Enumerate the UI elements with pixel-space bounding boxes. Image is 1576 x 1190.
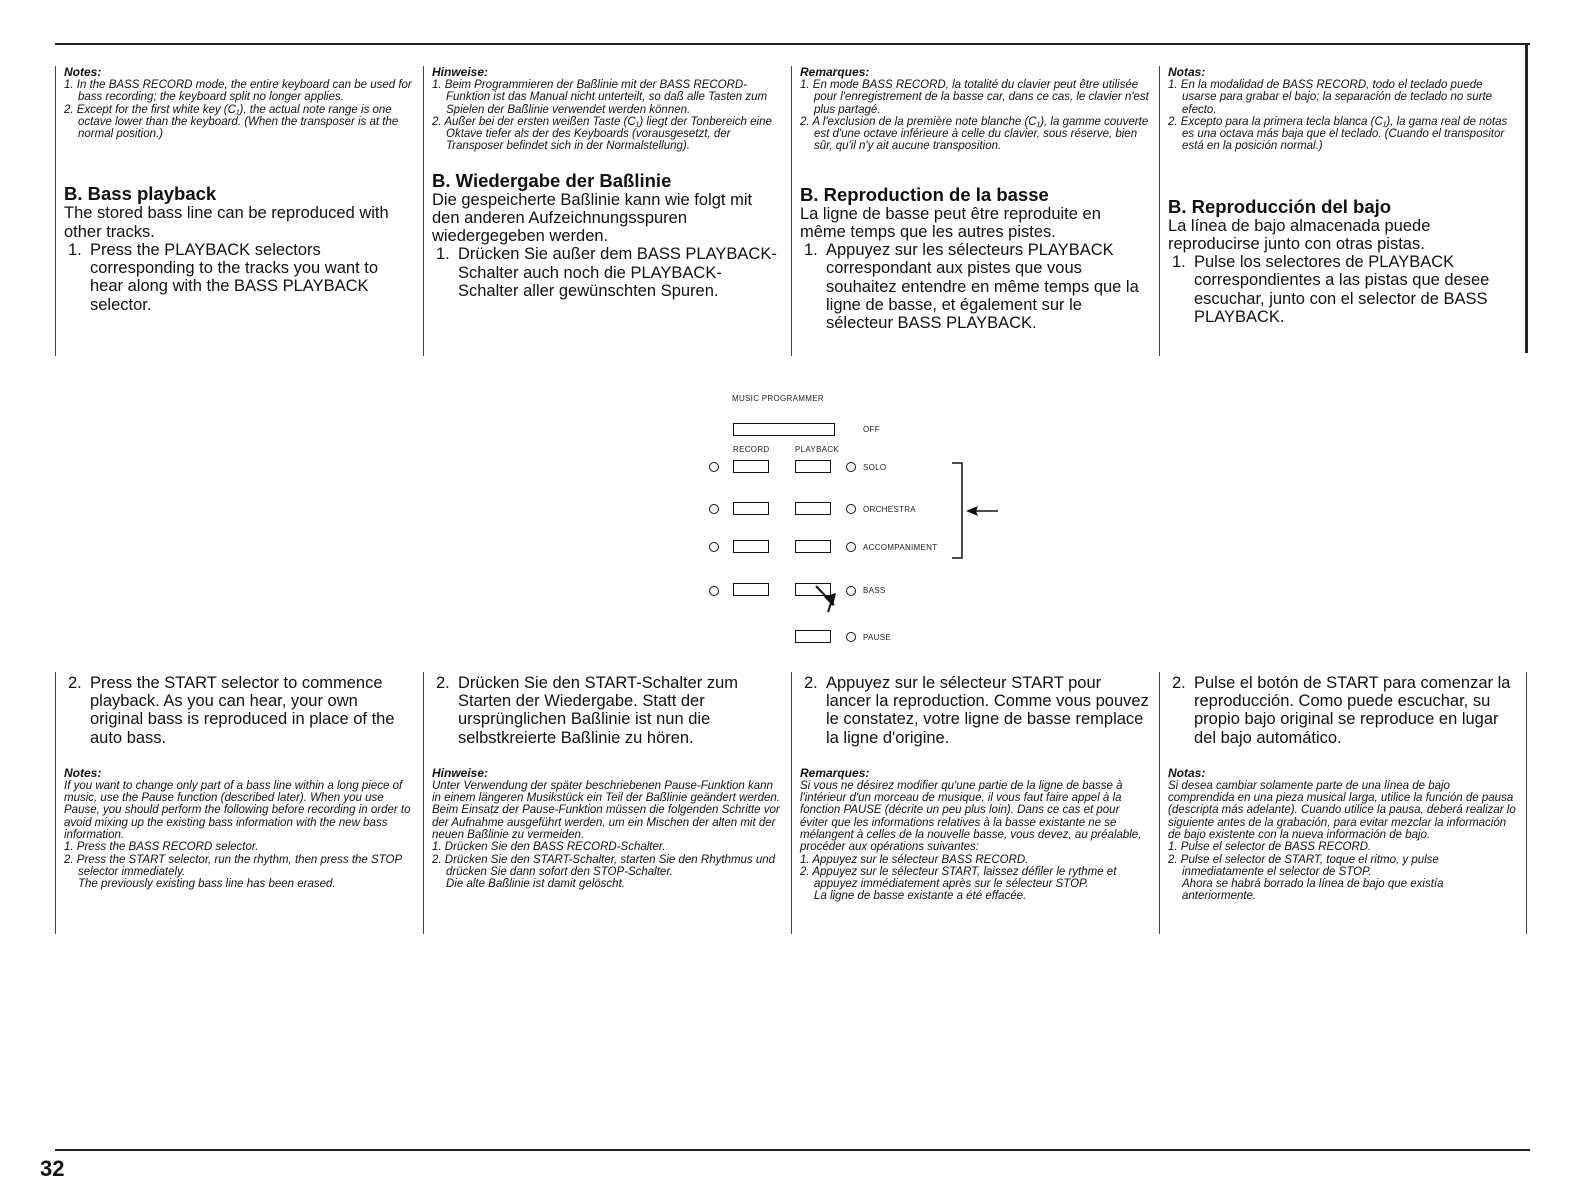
note-item: 1. Press the BASS RECORD selector. bbox=[64, 841, 259, 854]
step-2 bbox=[432, 674, 782, 747]
step-number: 2. bbox=[436, 674, 450, 692]
step-text: Drücken Sie den START-Schalter zum Starten der Wiedergabe. Statt der ursprünglichen Baßlinie ist nun die selbstkreierte Baßlinie zu hören. bbox=[458, 674, 739, 747]
note-tail: La ligne de basse existante a été effacée. bbox=[814, 890, 1027, 903]
step-number: 2. bbox=[68, 674, 82, 692]
music-programmer-diagram bbox=[700, 390, 1020, 650]
note-item: 2. Außer bei der ersten weißen Taste (C₁) liegt der Tonbereich eine Oktave tiefer als der des Keyboards (vorausgesetzt, der Transposer befindet sich in der Normalstellung). bbox=[432, 115, 772, 153]
notes-heading: Notes: bbox=[64, 765, 102, 780]
step-2 bbox=[64, 674, 414, 747]
note-paragraph: Si desea cambiar solamente parte de una línea de bajo comprendida en una pieza musical larga, utilice la función de pausa (descripta más adelante). Cuando utilice la pausa, deberá realizar lo siguiente antes de la grabación, para evitar mezclar la información de bajo existente con la nueva información de bajo. bbox=[1168, 779, 1516, 841]
notes-heading: Hinweise: bbox=[432, 765, 489, 780]
track-label-accompaniment: ACCOMPANIMENT bbox=[863, 543, 938, 552]
section-title: B. Reproducción del bajo bbox=[1168, 195, 1392, 217]
step-number: 1. bbox=[68, 240, 82, 259]
column-divider bbox=[791, 672, 792, 934]
step-number: 2. bbox=[1172, 674, 1186, 692]
note-item: 1. Drücken Sie den BASS RECORD-Schalter. bbox=[432, 841, 666, 854]
note-paragraph: If you want to change only part of a bass line within a long piece of music, use the Pause function (described later). When you use Pause, you should perform the following before recording in order to avoid mixing up the existing bass information with the new bass information. bbox=[64, 779, 411, 841]
step-number: 1. bbox=[1172, 253, 1186, 272]
column-divider bbox=[1526, 672, 1527, 934]
top-rule bbox=[55, 43, 1530, 45]
step-number: 1. bbox=[804, 241, 818, 260]
pointer-hand-icon bbox=[816, 586, 836, 612]
note-tail: The previously existing bass line has been erased. bbox=[78, 878, 336, 891]
notes-heading: Hinweise: bbox=[432, 65, 489, 79]
step-text: Appuyez sur le sélecteur START pour lancer la reproduction. Comme vous pouvez le constatez, votre ligne de basse remplace la ligne d'origine. bbox=[826, 674, 1149, 747]
column-divider bbox=[55, 672, 56, 934]
step-text: Drücken Sie außer dem BASS PLAYBACK-Schalter auch noch die PLAYBACK-Schalter aller gewünschten Spuren. bbox=[458, 245, 777, 300]
bracket-line bbox=[952, 463, 962, 558]
track-label-orchestra: ORCHESTRA bbox=[863, 505, 916, 514]
record-label: RECORD bbox=[733, 445, 770, 454]
step-1 bbox=[1168, 253, 1518, 326]
note-item: 2. Pulse el selector de START, toque el ritmo, y pulse inmediatamente el selector de STOP. bbox=[1168, 853, 1439, 878]
step-1 bbox=[432, 245, 782, 300]
track-label-bass: BASS bbox=[863, 586, 886, 595]
arrow-left-icon bbox=[966, 506, 998, 516]
column-divider bbox=[791, 66, 792, 356]
note-item: 2. Appuyez sur le sélecteur START, laissez défiler le rythme et appuyez immédiatement après sur le sélecteur STOP. bbox=[800, 865, 1117, 891]
note-item: 1. In the BASS RECORD mode, the entire keyboard can be used for bass recording; the keyboard split no longer applies. bbox=[64, 79, 412, 104]
step-text: Press the START selector to commence playback. As you can hear, your own original bass is reproduced in place of the auto bass. bbox=[90, 674, 395, 747]
section-title: B. Reproduction de la basse bbox=[800, 183, 1049, 205]
notes-heading: Notas: bbox=[1168, 765, 1206, 780]
section-title: B. Bass playback bbox=[64, 183, 217, 205]
note-item: 1. Beim Programmieren der Baßlinie mit der BASS RECORD-Funktion ist das Manual nicht unterteilt, so daß alle Tasten zum Spielen der Baßlinie verwendet werden können. bbox=[432, 79, 768, 116]
column-english-bottom bbox=[64, 674, 414, 890]
note-item: 2. Drücken Sie den START-Schalter, starten Sie den Rhythmus und drücken Sie dann sofort den STOP-Schalter. bbox=[432, 853, 776, 878]
intro-text: Die gespeicherte Baßlinie kann wie folgt mit den anderen Aufzeichnungsspuren wiedergegeben werden. bbox=[432, 190, 753, 246]
step-1 bbox=[64, 241, 414, 314]
column-french-top bbox=[800, 66, 1150, 332]
page-number: 32 bbox=[40, 1156, 65, 1181]
step-number: 1. bbox=[436, 245, 450, 264]
note-paragraph: Si vous ne désirez modifier qu'une partie de la ligne de basse à l'intérieur d'un morceau de musique, il vous faut faire appel à la fonction PAUSE (décrite un peu plus loin). Dans ce cas et pour éviter que les informations relatives à la basse existante ne se mélangent à celles de la nouvelle basse, vous devez, au préalable, procéder aux opérations suivantes: bbox=[800, 779, 1142, 854]
note-item: 1. En mode BASS RECORD, la totalité du clavier peut être utilisée pour l'enregistrement de la basse car, dans ce cas, le clavier n'est plus partagé. bbox=[800, 79, 1149, 116]
notes-heading: Notas: bbox=[1168, 65, 1206, 79]
step-1 bbox=[800, 241, 1150, 332]
track-label-solo: SOLO bbox=[863, 463, 887, 472]
step-text: Pulse los selectores de PLAYBACK correspondientes a las pistas que desee escuchar, junto con el selector de BASS PLAYBACK. bbox=[1194, 253, 1490, 326]
column-spanish-bottom bbox=[1168, 674, 1518, 903]
column-divider bbox=[1159, 66, 1160, 356]
step-number: 2. bbox=[804, 674, 818, 692]
column-spanish-top bbox=[1168, 66, 1518, 326]
diagram-title: MUSIC PROGRAMMER bbox=[732, 394, 824, 403]
column-english-top bbox=[64, 66, 414, 314]
note-tail: Ahora se habrá borrado la línea de bajo que existía anteriormente. bbox=[1182, 878, 1444, 903]
note-tail: Die alte Baßlinie ist damit gelöscht. bbox=[446, 878, 625, 891]
step-text: Appuyez sur les sélecteurs PLAYBACK correspondant aux pistes que vous souhaitez entendre en même temps que la ligne de basse, et également sur le sélecteur BASS PLAYBACK. bbox=[826, 241, 1139, 332]
notes-heading: Notes: bbox=[64, 65, 102, 79]
column-german-bottom bbox=[432, 674, 782, 890]
intro-text: La línea de bajo almacenada puede reproducirse junto con otras pistas. bbox=[1168, 216, 1431, 253]
bottom-rule bbox=[55, 1149, 1530, 1151]
note-item: 1. En la modalidad de BASS RECORD, todo el teclado puede usarse para grabar el bajo; la separación de teclado no surte efecto. bbox=[1168, 79, 1493, 116]
column-divider bbox=[423, 672, 424, 934]
step-2 bbox=[800, 674, 1150, 747]
note-paragraph: Unter Verwendung der später beschriebenen Pause-Funktion kann in einem längeren Musikstück ein Teil der Baßlinie geändert werden. Beim Einsatz der Pause-Funktion müssen die folgenden Schritte vor der Aufnahme ausgeführt werden, um ein Mischen der alten mit der neuen Baßlinie zu vermeiden. bbox=[432, 779, 780, 841]
top-right-rule bbox=[1525, 43, 1528, 353]
note-item: 1. Appuyez sur le sélecteur BASS RECORD. bbox=[800, 853, 1029, 866]
notes-heading: Remarques: bbox=[800, 765, 870, 780]
notes-heading: Remarques: bbox=[800, 65, 870, 79]
column-divider bbox=[423, 66, 424, 356]
note-item: 1. Pulse el selector de BASS RECORD. bbox=[1168, 841, 1372, 854]
section-title: B. Wiedergabe der Baßlinie bbox=[432, 169, 672, 191]
diagram-overlay bbox=[700, 390, 1020, 650]
step-text: Press the PLAYBACK selectors corresponding to the tracks you want to hear along with the BASS PLAYBACK selector. bbox=[90, 240, 378, 314]
intro-text: La ligne de basse peut être reproduite en même temps que les autres pistes. bbox=[800, 204, 1101, 241]
note-item: 2. Except for the first white key (C₁), the actual note range is one octave lower than the keyboard. (When the transposer is at the normal position.) bbox=[64, 103, 399, 141]
note-item: 2. Press the START selector, run the rhythm, then press the STOP selector immediately. bbox=[64, 853, 402, 878]
column-divider bbox=[55, 66, 56, 356]
note-item: 2. Excepto para la primera tecla blanca (C₁), la gama real de notas es una octava más baja que el teclado. (Cuando el transpositor está en la posición normal.) bbox=[1168, 115, 1508, 153]
pause-label: PAUSE bbox=[863, 633, 892, 642]
intro-text: The stored bass line can be reproduced with other tracks. bbox=[64, 204, 389, 241]
column-divider bbox=[1159, 672, 1160, 934]
column-french-bottom bbox=[800, 674, 1150, 903]
step-text: Pulse el botón de START para comenzar la reproducción. Como puede escuchar, su propio bajo original se reproduce en lugar del bajo automático. bbox=[1194, 674, 1511, 747]
off-label: OFF bbox=[863, 425, 880, 434]
note-item: 2. A l'exclusion de la première note blanche (C₁), la gamme couverte est d'une octave inférieure à celle du clavier, sous réserve, bien sûr, qu'il n'y ait aucune transposition. bbox=[800, 115, 1149, 153]
step-2 bbox=[1168, 674, 1518, 747]
playback-label: PLAYBACK bbox=[795, 445, 840, 454]
column-german-top bbox=[432, 66, 782, 300]
